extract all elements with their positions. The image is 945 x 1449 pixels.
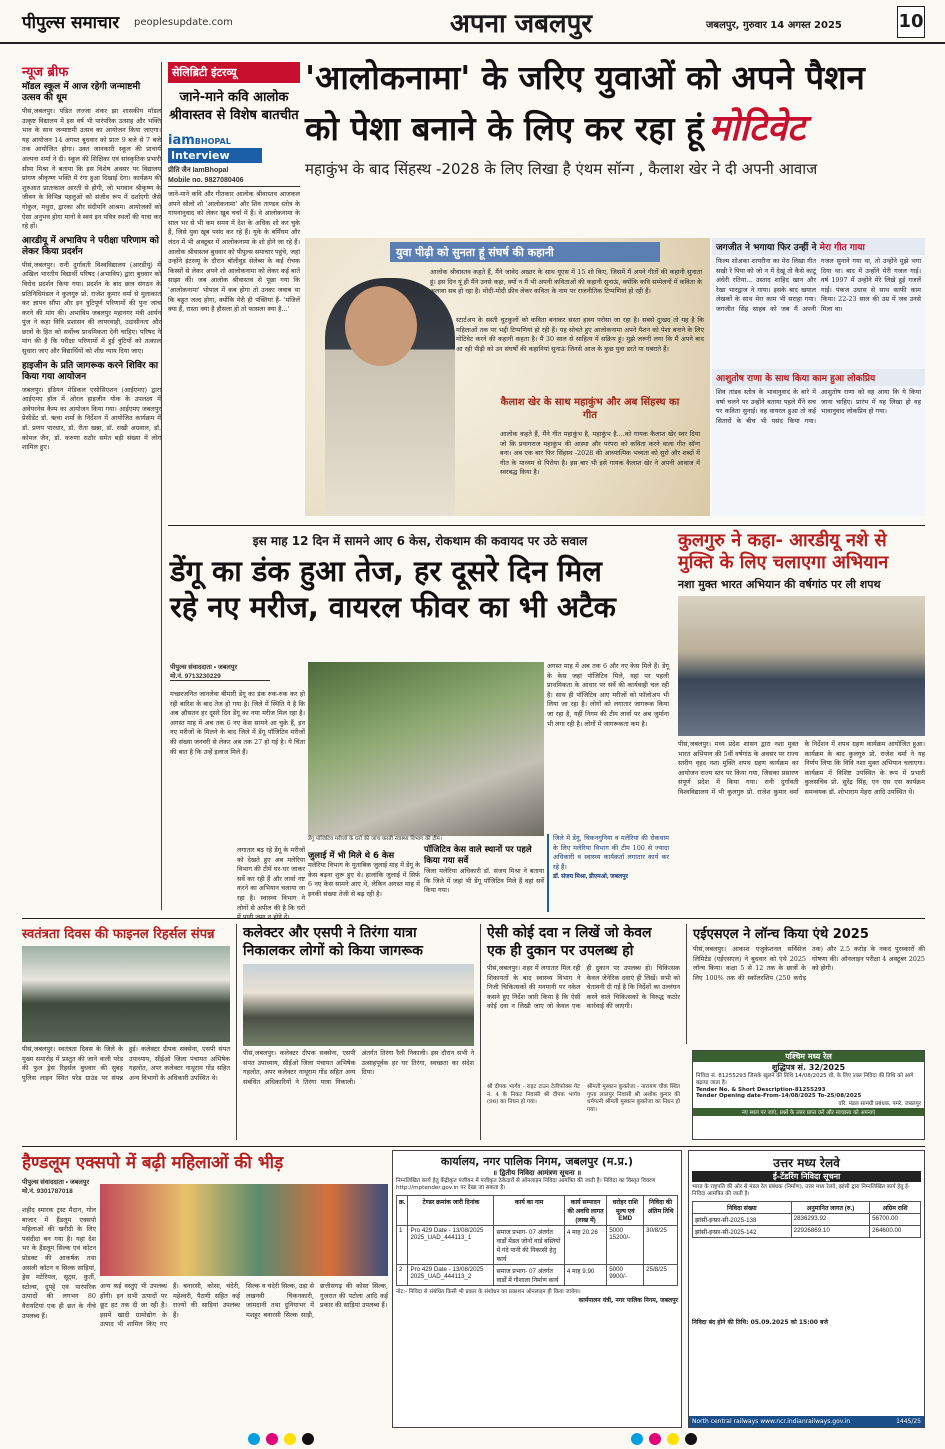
dengue-paragraph-1: मच्छरजनित जानलेवा बीमारी डेंगू का डंक रुक-रुक कर हो रही बारिश के बाद तेज हो गया है। जिले में स्थिति ये है कि अब औसतन हर दूसरे दिन डेंगू का नया मरीज मिल रहा है। अगस्त माह में अब तक 6 नए केस सामने आ चुके हैं, इन नए मरीजों के मिलने के बाद जिले में डेंगू पॉजिटिव मरीजों की संख्या जनवरी से लेकर अब तक 27 हो गई है। ये चिंता की बात है कि उन्हें इलाज मिले हैं। <box>170 690 305 756</box>
table-row <box>397 1226 678 1265</box>
table-cell: 5000 15200/- <box>607 1226 644 1265</box>
dengue-headline-1: डेंगू का डंक हुआ तेज, हर दूसरे दिन मिल <box>170 554 602 588</box>
vc-story <box>678 530 925 912</box>
brief-body-3: जबलपुर। इंडियन मेडिकल एसोसिएशन (आईएमए) द्वारा आईएमए हॉल में ओरल हाइजीन योक के उपलक्ष्य में अवेयरनेस कैम्प का आयोजन किया गया। आईएमए जबलपुर प्रेसीडेंट डॉ. ऋचा शर्मा के निर्देशन में आयोजित कार्यक्रम में डॉ. प्रणय पारधार, डॉ. रीता खन्ना, डॉ. राखी अग्रवाल, डॉ. कोमल जैन, डॉ. करुणा राठौर समेत बड़ी संख्या में लोग शामिल हुए। <box>22 385 161 452</box>
table-row <box>397 1265 678 1286</box>
rehearsal-body: पीसं,जबलपुर। स्वतंत्रता दिवस के जिले के मुख्य समारोह में प्रस्तुत की जाने वाली परेड की फुल ड्रेस रिहर्सल बुधवार की सुबह पुलिस लाइन स्थित परेड ग्राउंड पर संपन्न हुई। कलेक्टर दीपक सक्सेना, एसपी संपत उपाध्याय, सीईओ जिला पंचायत अभिषेक गहलोत, अपर कलेक्टर नाथूराम गोंड सहित अन्य विभागों के अधिकारी उपस्थित थे। <box>22 1045 230 1082</box>
dateline: जबलपुर, गुरुवार 14 अगस्त 2025 <box>706 20 842 31</box>
nagar-col-header: निविदा की अंतिम तिथि <box>644 1196 678 1226</box>
poet-face <box>345 286 417 366</box>
table-cell: 2 <box>397 1265 408 1286</box>
vc-headline-1: कुलगुरु ने कहा- आरडीयू नशे से <box>678 530 887 551</box>
brief-headline-1: मॉडल स्कूल में आज रहेगी जन्माष्टमी उत्सव की धूम <box>22 82 141 103</box>
nagar-col-header: कार्य का नाम <box>494 1196 564 1226</box>
ncr-col-header: अनुमानित लागत (रु.) <box>791 1202 869 1214</box>
nagar-col-header: टेण्डर क्रमांक जारी दिनांक <box>408 1196 494 1226</box>
lead-subhead-1: युवा पीढ़ी को सुनता हूं संघर्ष की कहानी <box>390 242 660 262</box>
aesl-headline: एईएसएल ने लॉन्च किया एंथे 2025 <box>693 927 869 942</box>
vc-photo <box>678 596 925 736</box>
brand-logo: पीपुल्स समाचार <box>22 13 120 33</box>
dengue-byline: पीपुल्स संवाददाता • जबलपुर मो.नं. 9713230229 <box>170 662 270 681</box>
interview-tag: सेलिब्रिटी इंटरव्यू <box>168 62 300 83</box>
divider <box>22 1146 925 1147</box>
doctor-headline-2: एक ही दुकान पर उपलब्ध हो <box>487 943 634 959</box>
vc-headline-2: मुक्ति के लिए चलाएगा अभियान <box>678 552 889 573</box>
tiranga-headline-1: कलेक्टर और एसपी ने तिरंगा यात्रा <box>243 925 417 941</box>
dengue-survey-box: पॉजिटिव केस वाले स्थानों पर पहले किया गया सर्वे जिला मलेरिया अधिकारी डॉ. संजय मिश्रा ने बताया कि जिले में जहां भी डेंगू पॉजिटिव मिले हैं वहां सर्वे किया गया। <box>424 845 544 895</box>
dengue-headline-2: रहे नए मरीज, वायरल फीवर का भी अटैक <box>170 590 616 624</box>
dengue-photo-caption: डेंगू पॉजिटिव मरीजों के घरों की जांच करती स्वास्थ्य विभाग की टीम। <box>308 836 442 842</box>
website: peoplesupdate.com <box>134 17 233 28</box>
dengue-photo <box>308 662 544 836</box>
nagar-tender-table <box>396 1195 678 1286</box>
section-title: अपना जबलपुर <box>450 9 593 39</box>
tiranga-headline-2: निकालकर लोगों को किया जागरूक <box>243 943 423 959</box>
dengue-paragraph-3: अगस्त माह में अब तक 6 और नए केस मिले हैं। डेंगू के केस जहां पॉजिटिव मिले, वहां पर पहली प्राथमिकता के आधार पर सर्वे की कार्यवाही चल रही है। साथ ही पॉजिटिव आए मरीजों को फॉलोअप भी लिया जा रहा है। लोगों को लगातार जागरूक किया जा रहा है, यहीं निगम की टीम लार्वा पर अब जुर्माना भी लगा रही है। लोगों में जागरूकता कम है। <box>547 662 669 728</box>
masthead <box>0 0 945 44</box>
doctor-story <box>480 924 680 1140</box>
dengue-july-box: जुलाई में भी मिले थे 6 केस मलेरिया विभाग के मुताबिक जुलाई माह में डेंगू के केस बढ़ना शुरू हुए थे। हालांकि जुलाई में सिर्फ 6 नए केस सामने आए थे, लेकिन अगस्त माह में इनकी संख्या तेजी से बढ़ रही है। <box>308 851 420 898</box>
lead-headline-2: को पेशा बनाने के लिए कर रहा हूं मोटिवेट <box>305 108 806 149</box>
dengue-kicker: इस माह 12 दिन में सामने आए 6 केस, रोकथाम की कवायद पर उठे सवाल <box>252 534 588 548</box>
ncr-tender: उत्तर मध्य रेलवे ई-टेंडरिंग निविदा सूचना भारत के राष्ट्रपति की ओर से मंडल रेल प्रबंधक (निर्माण), उत्तर मध्य रेलवे, झांसी द्वारा निम्नलिखित कार्य हेतु ई-निविदा आमंत्रित की जाती है। निविदा संख्या अनुमानित लागत (रु.) अग्रिम राशि झांसी-इन्फ्रा-सी-2025-138 2836293.92 56700.00 झांसी-इन्फ्रा-सी-2025-142 22926869.10 264600.00 निविदा बंद होने की तिथि: 05.09.2025 को 15:00 बजे North central railways www.ncr.indianrailways.gov.in 1445/25 <box>688 1150 925 1428</box>
nagar-nigam-tender: कार्यालय, नगर पालिक निगम, जबलपुर (म.प्र.) ॥ द्वितीय निविदा आमंत्रण सूचना ॥ निम्नलिखित कार्य हेतु केंद्रीकृत पंजीयन में पंजीकृत ठेकेदारों से ऑनलाइन निविदा आमंत्रित की जाती है। निविदा का विस्तृत विवरण http://mptender.gov.in पर देखा जा सकता है। क्र. टेण्डर क्रमांक जारी दिनांक कार्य का नाम कार्य सम्पादन की अवधि लागत (लाख में) धरोहर राशि मूल्य एवं EMD निविदा की अंतिम तिथि 1 Pro 429 Date - 13/08/2025 2025_UAD_444113_1 समाज प्रभाग- 07 अंतर्गत वार्डों मेंडल जोनों वार्ड बस्तियों में गंदे पानी की निकासी हेतु कार्य 4 माह 20.26 5000 15200/- 30/8/25 2 Pro 429 Date - 13/08/2025 2025_UAD_444113_2 समाज प्रभाग- 07 अंतर्गत वार्डों में गौशाला निर्माण कार्य 4 माह 9.90 5000 9900/- 25/8/25 नोट:- निविदा से संबंधित किसी भी प्रकार के संशोधन का प्रकाशन ऑनलाइन ही किया जायेगा। कार्यपालन यंत्री, नगर पालिक निगम, जबलपुर <box>392 1150 682 1428</box>
rehearsal-photo <box>22 946 230 1042</box>
brief-headline-2: आरडीयू में अभाविप ने परीक्षा परिणाम को लेकर किया प्रदर्शन <box>22 235 159 257</box>
table-cell: Pro 429 Date - 13/08/2025 2025_UAD_444113_2 <box>408 1265 494 1286</box>
aesl-story <box>686 924 925 1044</box>
nagar-col-header: क्र. <box>397 1196 408 1226</box>
handloom-headline: हैण्डलूम एक्सपो में बढ़ी महिलाओं की भीड़ <box>22 1153 284 1173</box>
obituary-1: श्री दीपक भार्गव - राइट टाउन टेलीफाेक्स गेट नं. 4 के निकट निवासी श्री दीपक भार्गव (96) का निधन हो गया। <box>487 1084 580 1105</box>
handloom-paragraph-3: सिल्क व चंदेरी सिल्क, उड़ा से लखनवी चिकनकारी, जामदानी तथा दुनियाभर में मशहूर बनारसी सिल्क साड़ी, छत्तीसगढ़ की कोसा सिल्क, गुजरात की पटोला आदि कई प्रकार की साड़ियां उपलब्ध हैं। <box>246 1282 388 1319</box>
tiranga-story <box>236 924 474 1140</box>
table-cell: 5000 9900/- <box>607 1265 644 1286</box>
rehearsal-story <box>22 924 230 1140</box>
doctor-headline-1: ऐसी कोई दवा न लिखें जो केवल <box>487 925 652 941</box>
jagjit-body: फिल्म शोअका शायरीना का मेरा लिखा गीत सखी रे पिया को जो न में देखूं तो कैसे काटूं अंधेरी रतियां... उस्ताद शाहिद खान और रेखा भारद्वाज ने गाया। इसके बाद खयाल लेखकों के साथ मेरा काम भी सराहा गया। जगजीत सिंह साहब को जब मैं अपनी गजल सुनाने गया था, तो उन्होंने मुझे भगा दिया था। बाद में उन्होंने मेरी गजल गाई। वर्ष 1997 में उन्होंने मेरे लिखे हुई गजलें गाईं। पंकज उधास से साथ काफी काम किया। 22-23 साल की उम्र में जब उनसे मिला था। <box>716 257 921 313</box>
rehearsal-headline: स्वतंत्रता दिवस की फाइनल रिहर्सल संपन्न <box>22 927 215 942</box>
lead-story-headline <box>305 58 925 178</box>
aesl-body: पीसं,जबलपुर। आकाश एजुकेशनल सर्विसेज लिमिटेड (एईएसएल) ने बुधवार को एंथे 2025 लॉन्च किया। कक्षा 5 से 12 तक के छात्रों के लिए 100% तक की स्कॉलरशिप (250 करोड़ तक) और 2.5 करोड़ के नकद पुरस्कारों की घोषणा की। ऑनलाइन परीक्षा 4 अक्टूबर 2025 को होगी। <box>693 945 925 982</box>
page-number: 10 <box>897 6 925 38</box>
interview-intro: जाने-माने कवि आलोक श्रीवास्तव से विशेष बातचीत <box>169 90 299 123</box>
tiranga-body: पीसं,जबलपुर। कलेक्टर दीपक सक्सेना, एसपी संपत उपाध्याय, सीईओ जिला पंचायत अभिषेक गहलोत, अपर कलेक्टर नाथूराम गोंड सहित अन्य संबंधित अधिकारियों ने तिरंगा यात्रा निकाली। अंतर्गत तिरंगा रैली निकाली। इस दौरान सभी ने उत्साहपूर्वक हर घर तिरंगा, स्वच्छता का संदेश दिया। <box>243 1049 474 1086</box>
ashutosh-headline: आशुतोष राणा के साथ किया काम हुआ लोकप्रिय <box>712 369 925 386</box>
vc-body: पीसं,जबलपुर। मध्य प्रदेश शासन द्वारा नशा मुक्त भारत अभियान की 5वीं वर्षगांठ के अवसर पर राज्य स्तरीय वृहद नशा मुक्ति शपथ ग्रहण कार्यक्रम का आयोजन राज्य स्तर पर किया गया, जिसका प्रसारण संपूर्ण प्रदेश में किया गया। रानी दुर्गावती विश्वविद्यालय में भी कुलगुरु प्रो. राजेश कुमार वर्मा के निर्देशन में शपथ ग्रहण कार्यक्रम आयोजित हुआ। कार्यक्रम के बाद कुलगुरु प्रो. राजेश वर्मा ने यह निर्णय लिया कि विवि नशा मुक्त अभियान चलाएगा। कार्यक्रम में विशिष्ट उपस्थित के रूप में प्रभारी कुलसचिव प्रो. सुरेंद्र सिंह, एन एस एस कार्यक्रम समन्वयक डॉ. शोभाराम मेहरा आदि उपस्थित थे। <box>678 740 925 796</box>
news-brief-column <box>22 62 162 910</box>
handloom-photo <box>100 1184 388 1276</box>
lead-headline-1: 'आलोकनामा' के जरिए युवाओं को अपने पैशन <box>305 58 865 97</box>
ashutosh-body: शिव तांडव स्तोत्र के भावानुवाद के बारे में वर्षा चलने पर उन्होंने बताया पहले मैंने सच पर कविता सुनाई। वह वायरल हुआ तो कई सितारों के बीच भी पसंद किया गया। आशुतोष राणा को वह आया कि ये किया जाना चाहिए। प्रारंभ में यह लिखा हो वह भावानुवाद लोकप्रिय हो गया। <box>716 388 921 425</box>
interview-reporter: प्रीति जैन IamBhopal <box>168 167 229 174</box>
dengue-paragraph-2: लगातार बढ़ रहे डेंगू के मरीजों को देखते हुए अब मलेरिया विभाग की टीमें घर-घर जाकर सर्वे कर रही हैं और लार्वा नष्ट करने का अभियान चलाया जा रहा है। स्वास्थ्य विभाग ने लोगों से अपील की है कि घरों <box>237 846 305 912</box>
obituary-2: श्रीमती मुस्कान कुकरेजा - नारायण चौक स्थित गुप्ता लालपुर निवासी श्री अशोक कुमार की धर्मपत्नी श्रीमती मुस्कान कुकरेजा का निधन हो गया। <box>587 1084 680 1113</box>
iam-bhopal-badge: iamBHOPAL Interview <box>168 129 262 163</box>
jagjit-sidebar <box>712 238 925 516</box>
nagar-col-header: कार्य सम्पादन की अवधि लागत (लाख में) <box>564 1196 606 1226</box>
registration-marks <box>0 1430 945 1445</box>
brief-body-1: पीसं,जबलपुर। पंडित लज्जा शंकर झा शासकीय मॉडल उत्कृष्ट विद्यालय में इस वर्ष भी पारंपरिक उत्साह और भक्ति भाव के साथ जन्माष्टमी उत्सव का आयोजन किया जाएगा। यह आयोजन 14 अगस्त बुधवार को प्रातः 9 बजे से 7 बजे तक आयोजित होगा। उक्त जानकारी स्कूल की प्राचार्य अल्पना शर्मा ने दी। स्कूल की शिक्षिका एवं सांस्कृतिक प्रभारी सीमा मिश्रा ने बताया कि इस विशेष अवसर पर विद्यालय प्रांगण श्रीकृष्ण भक्ति में रंगा हुआ दिखाई देगा। कार्यक्रम की शुरुआत प्रातःकाल आरती से होगी, जो भगवान श्रीकृष्ण के जीवन के विभिन्न पहलुओं को संजीव रूप में दर्शाएंगी जैसे गोकुल, मथुरा, द्वारका और संदीपनि आश्रम। आयोजकों को ऐसा अनुभव होगा मानो वे स्वयं इन पवित्र स्थलों की यात्रा कर रहे हों। <box>22 107 161 231</box>
jagjit-headline: जगजीत ने भगाया फिर उन्हीं ने मेरा गीत गाया <box>712 238 925 255</box>
lead-paragraph-3: आलोक कहते हैं, मैंने गीत महाकुंभ है, महाकुंभ है....को गायक कैलाश खेर स्वर दिया जो कि प्रयागराज महाकुंभ की आस्था और परंपरा को कविता करने वाला गीत सॉन्ग बना। अब एक बार फिर सिंहस्थ -2028 की आध्यात्मिक भव्यता को सुरों और शब्दों में गीत के माध्यम से पिरोया है। इस बार भी इसे गायक कैलाश खेर ने अपनी आवाज में स्वरबद्ध किया है। <box>500 430 700 477</box>
brief-tag: न्यूज ब्रीफ <box>22 65 69 80</box>
lead-paragraph-1: आलोक श्रीवास्तव कहते हैं, मैंने जावेद अख्तर के साथ यूएस में 15 शो किए, जिसमें मैं अपने गीतों की कहानी सुनाता हूं। इस दिन यूं ही मैंने उनसे कहा, क्यों न मैं भी अपनी कविताओं की कहानी सुनाऊं, क्योंकि कवि सम्मेलनों में कविता के अलावा सब हो रहा है। मोदी-मोदी फ्रीव लेकर कविता के नाम पर राजनीतिक टिप्पणियां हो रही हैं। <box>430 268 702 296</box>
table-cell: Pro 429 Date - 13/08/2025 2025_UAD_444113_1 <box>408 1226 494 1265</box>
obituary <box>487 1084 680 1130</box>
interview-body: जाने-माने कवि और गीतकार आलोक श्रीवास्तव आजकल अपने सोलो शो 'आलोकनामा' और शिव ताण्डव स्तोत्र के गायनानुवाद को लेकर खूब चर्चा में हैं। वे आलोकनामा के साल भर से भी कम समय में देश के अधिक शो कर चुके हैं, जिसे युवा खूब पसंद कर रहे हैं। यूके के बर्मिंघम और लंदन में भी अक्टूबर में आलोकनामा के शो होने जा रहे हैं। आलोक श्रीवास्तव बुधवार को पीपुल्स समाचार पहुंचे, जहां उन्होंने इंटरव्यू के दौरान बॉलीवुड सेलेब्स के कई रोचक किस्सों से लेकर अपने शो आलोकनामा को लेकर कई बातें साझा कीं। जब आलोक श्रीवास्तव से पूछा गया कि 'आलोकनामा' भोपाल में कब होगा तो उनका जवाब था कि बहुत जल्द होगा, क्योंकि मेरी ही पंक्तियां हैं- 'मंजिलें क्या हैं, रास्ता क्या है हौसला हो तो फासला क्या है...' <box>168 190 300 314</box>
table-cell: 4 माह 9.90 <box>564 1265 606 1286</box>
tiranga-photo <box>243 964 474 1046</box>
interview-mobile: Mobile no. 9827080406 <box>168 177 300 187</box>
ncr-col-header: निविदा संख्या <box>693 1202 792 1214</box>
vc-deck: नशा मुक्त भारत अभियान की वर्षगांठ पर ली शपथ <box>678 578 881 591</box>
dengue-official-note: जिले में डेंगू, चिकनगुनिया व मलेरिया की रोकथाम के लिए मलेरिया विभाग की टीम 100 से ज्यादा अधिकारी व स्वास्थ्य कार्यकर्ता लगातार कार्य कर रहे हैं। डॉ. संजय मिश्रा, डीएमओ, जबलपुर <box>547 834 669 912</box>
divider <box>22 918 925 919</box>
table-cell: समाज प्रभाग- 07 अंतर्गत वार्डों मेंडल जोनों वार्ड बस्तियों में गंदे पानी की निकासी हेतु कार्य <box>494 1226 564 1265</box>
lead-paragraph-2: स्टार्टअप के सस्ती चुटकुलों को कविता बनाकर सस्ता हास्य परोसा जा रहा है। सबसे दुःखद तो यह है कि महिलाओं तक पर भद्दी टिप्पणियां हो रही हैं। यह सोचते हुए आलोकनामा अपने पैशन को पेशा बनाने के लिए मोटिवेट करने की कहानी कहता है। मैं 30 साल से साहित्य में सक्रिय हूं। मुझे जरूरी लगा कि मैं अपने बाद आ रही पीढ़ी को उन संघर्षों की कहानियां सुनाऊं जिनसे आज के कुछ युवा डरते या घबराते हैं। <box>456 316 704 353</box>
doctor-body: पीसं,जबलपुर। शहर में लगातार मिल रही शिकायतों के बाद स्वास्थ्य विभाग ने निजी चिकित्सकों की मनमानी पर नकेल कसने हुए निर्देश जारी किया है कि ऐसी कोई दवा न लिखी जाए जो केवल एक ही दुकान पर उपलब्ध हो। चिकित्सक केवल जेनेरिक दवाएं ही लिखें। सभी को चेतावनी दी गई है कि निर्देशों का उल्लंघन करने वाले चिकित्सकों के विरुद्ध कठोर कार्रवाई की जाएगी। <box>487 964 680 1011</box>
nagar-col-header: धरोहर राशि मूल्य एवं EMD <box>607 1196 644 1226</box>
lead-deck: महाकुंभ के बाद सिंहस्थ -2028 के लिए लिखा है एंथम सॉन्ग , कैलाश खेर ने दी अपनी आवाज <box>305 160 818 178</box>
handloom-paragraph-2: अन्य कई वस्तुएं भी उपलब्ध होंगी। इन सभी उत्पादों पर छूट हट तक दी जा रही है। इसमें खादी ग्रामोद्योग के उत्पाद भी शामिल किए गए हैं। बनारसी, कोसा, चंदेरी, महेश्वरी, पैठणी सहित कई राज्यों की साड़ियां उपलब्ध हैं। <box>100 1282 240 1329</box>
table-cell: 30/8/25 <box>644 1226 678 1265</box>
lead-headline-accent: मोटिवेट <box>708 108 806 149</box>
handloom-paragraph-1: शहीद स्मारक ट्रस्ट मैदान, गोल बाजार में हैंडलूम एक्सपो महिलाओं की खरीदी के लिए पसंदीदा बन गया है। यहां देश भर के हैंडलूम सिल्क एवं कॉटन प्रोडक्ट की आकर्षक तथा असली कॉटन व सिल्क साड़ियां, ड्रेस मटेरियल, सूट्स, कुर्ती, स्टोल्स, दुपट्टे एवं पारंपरिक उत्पादों की लगभग 80 वैरायटियां एक ही छत के नीचे उपलब्ध हैं। <box>22 1206 96 1320</box>
wcr-tender-ad: पश्चिम मध्य रेल शुद्धिपत्र सं. 32/2025 निविदा सं. 81255293 जिसके खुलने की तिथि 14/08/2025 थी, के लिए उक्त निविदा की तिथि को आगे बढ़ाया जाता है। Tender No. & Short Description-81255293 Tender Opening date-From-14/08/2025 To-25/08/2025 वरि. मंडल सामग्री प्रबंधक, पमरे, जबलपुर नए स्थल पर जाएं, प्रश्नों के उत्तर प्राप्त करें और स्वच्छता को अपनाएं <box>692 1050 925 1140</box>
brief-headline-3: हाइजीन के प्रति जागरूक करने शिविर का किया गया आयोजन <box>22 360 159 382</box>
table-cell: 25/8/25 <box>644 1265 678 1286</box>
table-cell: समाज प्रभाग- 07 अंतर्गत वार्डों में गौशाला निर्माण कार्य <box>494 1265 564 1286</box>
ncr-col-header: अग्रिम राशि <box>870 1202 921 1214</box>
lead-subhead-2: कैलाश खेर के साथ महाकुंभ और अब सिंहस्थ का गीत <box>500 397 680 421</box>
divider <box>168 525 925 526</box>
table-cell: 4 माह 20.26 <box>564 1226 606 1265</box>
celebrity-interview <box>168 62 300 517</box>
ncr-tender-table: निविदा संख्या अनुमानित लागत (रु.) अग्रिम राशि झांसी-इन्फ्रा-सी-2025-138 2836293.92 56700.00 झांसी-इन्फ्रा-सी-2025-142 22926869.10 264600.00 <box>692 1201 921 1238</box>
brief-body-2: पीसं,जबलपुर। रानी दुर्गावती विश्वविद्यालय (आरडीयू) में अखिल भारतीय विद्यार्थी परिषद (अभाविप) द्वारा बुधवार को विरोध प्रदर्शन किया गया। प्रदर्शन के बाद छात्र संगठन के प्रतिनिधिमंडल ने कुलगुरु प्रो. राजेश कुमार वर्मा से मुलाकात कर ज्ञापन सौंपा और इन त्रुटिपूर्ण परिणामों की पुनः जांच करने की मांग की। अभाविप जबलपुर महानगर मंत्री आर्यन पुंज ने कहा विवि प्रशासन की लापरवाही, उदासीनता और छात्रों के हित को सर्वोच्च प्राथमिकता देनी चाहिए। परिषद ने मांग की है कि परीक्षा परिणामों में हुई त्रुटियों को तत्काल सुधारा जाए और विद्यार्थियों को शीघ्र न्याय दिया जाए। <box>22 260 161 356</box>
handloom-story: हैण्डलूम एक्सपो में बढ़ी महिलाओं की भीड़ पीपुल्स संवाददाता • जबलपुर मो.नं. 9301787018 शहीद स्मारक ट्रस्ट मैदान, गोल बाजार में हैंडलूम एक्सपो महिलाओं की खरीदी के लिए पसंदीदा बन गया है। यहां देश भर के हैंडलूम सिल्क एवं कॉटन प्रोडक्ट की आकर्षक तथा असली कॉटन व सिल्क साड़ियां, ड्रेस मटेरियल, सूट्स, कुर्ती, स्टोल्स, दुपट्टे एवं पारंपरिक उत्पादों की लगभग 80 वैरायटियां एक ही छत के नीचे उपलब्ध हैं। अन्य कई वस्तुएं भी उपलब्ध होंगी। इन सभी उत्पादों पर छूट हट तक दी जा रही है। इसमें खादी ग्रामोद्योग के उत्पाद भी शामिल किए गए हैं। बनारसी, कोसा, चंदेरी, महेश्वरी, पैठणी सहित कई राज्यों की साड़ियां उपलब्ध हैं। सिल्क व चंदेरी सिल्क, उड़ा से लखनवी चिकनकारी, जामदानी तथा दुनियाभर में मशहूर बनारसी सिल्क साड़ी, छत्तीसगढ़ की कोसा सिल्क, गुजरात की पटोला आदि कई प्रकार की साड़ियां उपलब्ध हैं। <box>22 1150 388 1428</box>
table-cell: 1 <box>397 1226 408 1265</box>
